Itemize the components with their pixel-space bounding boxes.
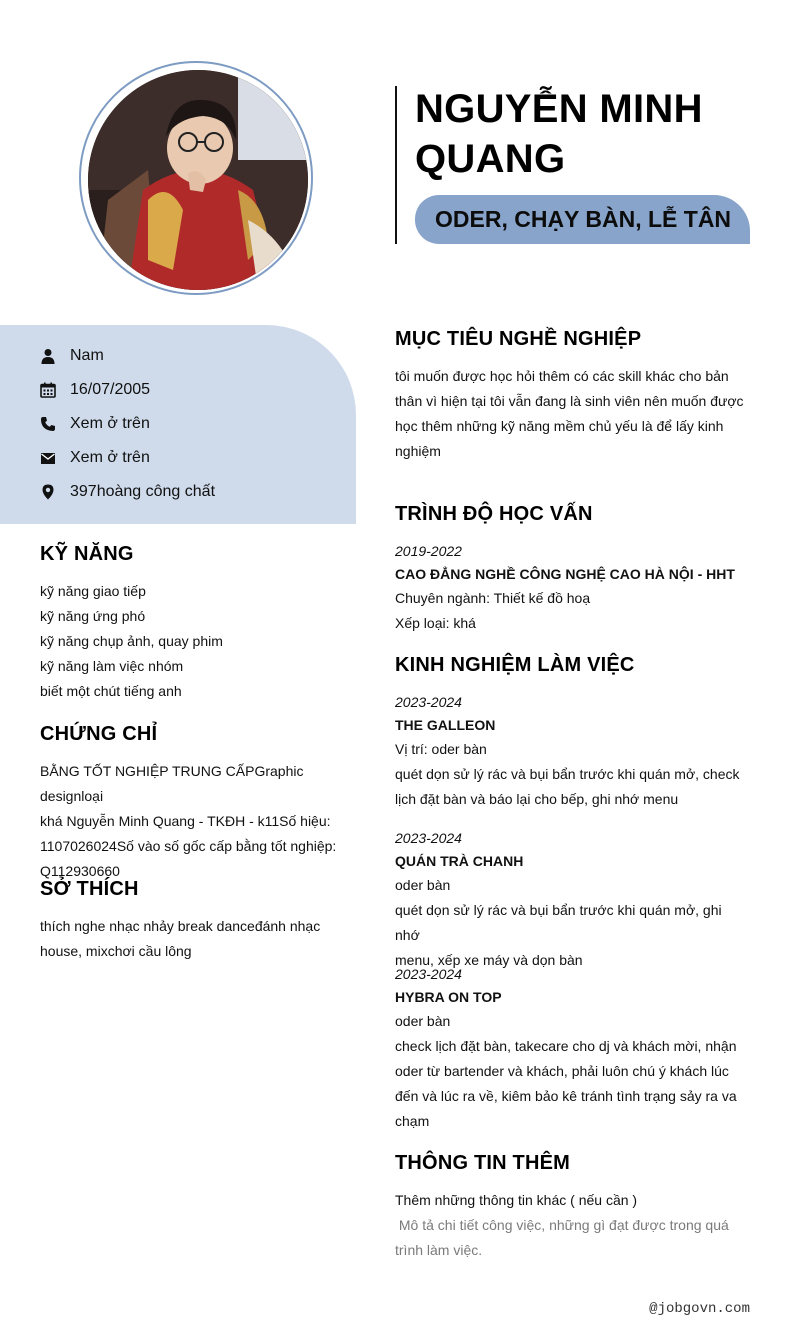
extra-info-line: Thêm những thông tin khác ( nếu cần ): [395, 1192, 638, 1208]
job-role: oder bàn: [395, 877, 451, 893]
job-description-line: lịch đặt bàn và báo lại cho bếp, ghi nhớ menu: [395, 791, 679, 807]
phone-text: Xem ở trên: [70, 415, 150, 432]
job-period: 2023-2024: [395, 830, 462, 846]
birthday-text: 16/07/2005: [70, 381, 151, 398]
certificate-line: 1107026024Số vào số gốc cấp bằng tốt nghiệp:: [40, 838, 337, 854]
hobbies-text: [40, 914, 360, 964]
experience-entry: [395, 691, 750, 812]
experience-entry: [395, 827, 750, 973]
hobby-line: thích nghe nhạc nhảy break danceđánh nhạc: [40, 918, 321, 934]
objective-line: tôi muốn được học hỏi thêm có các skill khác cho bản: [395, 368, 729, 384]
objective-line: thân vì hiện tại tôi vẫn đang là sinh viên nên muốn được: [395, 393, 744, 409]
location-pin-icon: [40, 484, 70, 500]
skills-list: [40, 579, 350, 704]
position-badge: ODER, CHẠY BÀN, LỄ TÂN: [415, 195, 750, 244]
job-description-line: quét dọn sử lý rác và bụi bẩn trước khi quán mở, ghi nhớ: [395, 902, 722, 943]
education-period: 2019-2022: [395, 543, 462, 559]
contact-email: [40, 446, 150, 470]
email-text: Xem ở trên: [70, 449, 150, 466]
extra-info-hint: trình làm việc.: [395, 1242, 483, 1258]
contact-address: [40, 480, 215, 504]
contact-birthday: [40, 378, 150, 402]
profile-photo: [88, 70, 308, 290]
education-title: TRÌNH ĐỘ HỌC VẤN: [395, 503, 593, 525]
objective-line: học thêm những kỹ năng mềm chủ yếu là để lấy kinh: [395, 418, 724, 434]
certificate-line: BẰNG TỐT NGHIỆP TRUNG CẤPGraphic designloại: [40, 763, 304, 804]
education-school: CAO ĐẲNG NGHỀ CÔNG NGHỆ CAO HÀ NỘI - HHT: [395, 566, 735, 582]
education-entry: [395, 540, 750, 636]
hobbies-title: SỞ THÍCH: [40, 878, 139, 900]
job-description-line: menu, xếp xe máy và dọn bàn: [395, 952, 583, 968]
watermark: @jobgovn.com: [649, 1301, 750, 1317]
education-grade: Xếp loại: khá: [395, 615, 476, 631]
job-role: oder bàn: [395, 1013, 451, 1029]
job-period: 2023-2024: [395, 966, 462, 982]
avatar: [88, 70, 308, 290]
contact-phone: [40, 412, 150, 436]
skill-item: kỹ năng làm việc nhóm: [40, 658, 184, 674]
extra-info-text: [395, 1188, 750, 1263]
calendar-icon: [40, 382, 70, 398]
name-accent-bar: [395, 86, 397, 244]
job-period: 2023-2024: [395, 694, 462, 710]
job-company: QUÁN TRÀ CHANH: [395, 853, 524, 869]
job-description-line: check lịch đặt bàn, takecare cho dj và khách mời, nhận: [395, 1038, 737, 1054]
objective-text: [395, 364, 750, 464]
education-major: Chuyên ngành: Thiết kế đồ hoạ: [395, 590, 591, 606]
skills-title: KỸ NĂNG: [40, 543, 134, 565]
extra-info-hint: Mô tả chi tiết công việc, những gì đạt được trong quá: [395, 1217, 729, 1233]
hobby-line: house, mixchơi cầu lông: [40, 943, 192, 959]
skill-item: kỹ năng chụp ảnh, quay phim: [40, 633, 223, 649]
job-description-line: chạm: [395, 1113, 430, 1129]
job-role: Vị trí: oder bàn: [395, 741, 487, 757]
experience-title: KINH NGHIỆM LÀM VIỆC: [395, 654, 635, 676]
skill-item: kỹ năng giao tiếp: [40, 583, 146, 599]
certificate-line: khá Nguyễn Minh Quang - TKĐH - k11Số hiệu:: [40, 813, 331, 829]
certificates-text: [40, 759, 360, 884]
objective-title: MỤC TIÊU NGHỀ NGHIỆP: [395, 328, 642, 350]
certificates-title: CHỨNG CHỈ: [40, 723, 158, 745]
skill-item: biết một chút tiếng anh: [40, 683, 182, 699]
mail-icon: [40, 450, 70, 466]
gender-text: Nam: [70, 347, 104, 364]
certificate-line: Q112930660: [40, 863, 120, 879]
objective-line: nghiệm: [395, 443, 441, 459]
full-name: NGUYỄN MINH QUANG: [415, 87, 703, 181]
job-company: THE GALLEON: [395, 717, 496, 733]
person-icon: [40, 348, 70, 364]
job-description-line: oder từ bartender và khách, phải luôn chú ý khách lúc: [395, 1063, 729, 1079]
job-company: HYBRA ON TOP: [395, 989, 502, 1005]
job-description-line: đến và lúc ra về, kiêm bảo kê tránh tình trạng sảy ra va: [395, 1088, 737, 1104]
phone-icon: [40, 416, 70, 432]
skill-item: kỹ năng ứng phó: [40, 608, 146, 624]
job-description-line: quét dọn sử lý rác và bụi bẩn trước khi quán mở, check: [395, 766, 740, 782]
extra-info-title: THÔNG TIN THÊM: [395, 1152, 571, 1174]
contact-gender: [40, 344, 104, 368]
experience-entry: [395, 963, 750, 1134]
address-text: 397hoàng công chất: [70, 483, 216, 500]
